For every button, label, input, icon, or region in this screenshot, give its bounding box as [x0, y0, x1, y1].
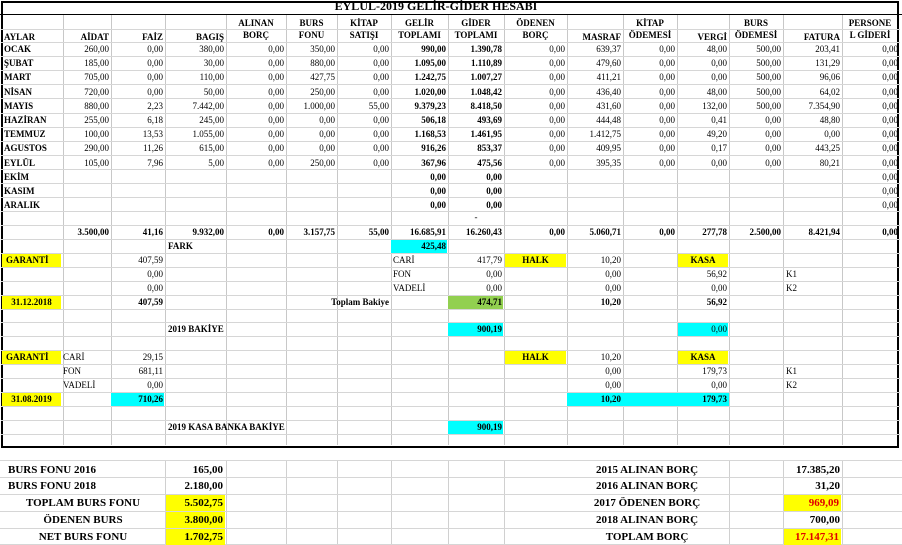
- toplam-bakiye-value: 474,71: [448, 296, 503, 309]
- cell-gelir: 0,00: [430, 200, 446, 211]
- cell-faiz: 11,26: [143, 143, 163, 154]
- cell-bagis: 615,00: [199, 143, 224, 154]
- cell-bagis: 1.055,00: [192, 129, 224, 140]
- cell-aidat: 185,00: [84, 58, 109, 69]
- cell-fatura: 48,80: [819, 115, 840, 125]
- grid-row-line: [1, 406, 900, 407]
- cell-bursod: 0,00: [765, 157, 781, 168]
- total-vergi: 277,78: [702, 227, 727, 237]
- cell-bursod: 500,00: [756, 100, 781, 111]
- cell-bursod: 500,00: [756, 58, 781, 69]
- grid-line: [504, 460, 505, 545]
- kasa-2019-label: KASA: [678, 351, 728, 364]
- cell-bagis: 245,00: [199, 115, 224, 125]
- cell-gelir: 1.168,53: [414, 129, 446, 140]
- cell-vergi: 0,17: [711, 143, 727, 154]
- cell-gider: 1.048,42: [470, 86, 502, 97]
- cell-odenen: 0,00: [549, 100, 565, 111]
- cell-kitap: 55,00: [368, 100, 389, 111]
- title-divider: [0, 14, 902, 15]
- total-faiz: 41,16: [142, 227, 163, 237]
- month-label: EYLÜL: [4, 157, 36, 168]
- cell-vergi: 0,00: [711, 58, 727, 69]
- toplam-burs-fonu-value: 5.502,75: [166, 495, 225, 511]
- borc-2017-value: 969,09: [784, 495, 841, 511]
- cell-personel: 0,00: [882, 44, 898, 54]
- cell-burs: 427,75: [310, 72, 335, 83]
- grid-row-line: [1, 239, 900, 240]
- cell-aidat: 100,00: [84, 129, 109, 140]
- cell-vergi: 0,00: [711, 72, 727, 83]
- header-gelir: GELİR: [404, 18, 434, 28]
- halk-2018-value-1: 10,20: [600, 255, 621, 265]
- cell-faiz: 0,00: [147, 58, 163, 69]
- cell-kitapod: 0,00: [659, 44, 675, 54]
- cell-fatura: 96,06: [819, 72, 840, 83]
- header-gider-2: TOPLAMI: [454, 30, 498, 40]
- k1-2019-label: K1: [786, 366, 797, 376]
- cell-burs: 250,00: [310, 157, 335, 168]
- odenen-burs-label: ÖDENEN BURS: [43, 514, 123, 526]
- total-kitap: 55,00: [368, 227, 389, 237]
- total-gider: 16.260,43: [466, 227, 502, 237]
- odenen-burs-value: 3.800,00: [166, 512, 225, 528]
- cell-personel: 0,00: [882, 143, 898, 154]
- toplam-burs-fonu-label: TOPLAM BURS FONU: [25, 497, 141, 509]
- cell-odenen: 0,00: [549, 157, 565, 168]
- cell-alinan: 0,00: [268, 157, 284, 168]
- kasa-2019-total: 179,73: [623, 393, 729, 406]
- cell-fatura: 64,02: [819, 86, 840, 97]
- grid-line: [448, 460, 449, 545]
- cell-odenen: 0,00: [549, 44, 565, 54]
- month-label: OCAK: [4, 44, 31, 54]
- cari-2018-label: CARİ: [393, 255, 415, 265]
- cell-masraf: 444,48: [596, 115, 621, 125]
- fon-2018-value: 0,00: [486, 269, 502, 279]
- cell-faiz: 0,00: [147, 86, 163, 97]
- cell-burs: 1.000,00: [303, 100, 335, 111]
- cell-gider: 8.418,50: [470, 100, 502, 111]
- cell-aidat: 255,00: [84, 115, 109, 125]
- cell-alinan: 0,00: [268, 58, 284, 69]
- halk-2018-label: HALK: [505, 254, 566, 267]
- cell-odenen: 0,00: [549, 143, 565, 154]
- header-odenen: ÖDENEN: [516, 18, 555, 28]
- total-aidat: 3.500,00: [77, 227, 109, 237]
- dash-mark: -: [474, 212, 478, 222]
- grid-line: [337, 460, 338, 545]
- cell-gelir: 916,26: [421, 143, 446, 154]
- kasabanka-value: 900,19: [448, 421, 503, 434]
- total-odenen: 0,00: [549, 227, 565, 237]
- cell-burs: 0,00: [319, 115, 335, 125]
- header-gelir-2: TOPLAMI: [398, 30, 441, 40]
- cell-personel: 0,00: [882, 200, 898, 211]
- cell-odenen: 0,00: [549, 86, 565, 97]
- halk-2018-value-3: 0,00: [605, 283, 621, 293]
- toplam-bakiye-label: Toplam Bakiye: [331, 297, 389, 307]
- garanti-2018-value-1: 407,59: [138, 255, 163, 265]
- cell-burs: 0,00: [319, 143, 335, 154]
- cell-kitap: 0,00: [373, 72, 389, 83]
- total-fatura: 8.421,94: [808, 227, 840, 237]
- garanti-2018-value-2: 0,00: [147, 269, 163, 279]
- cell-odenen: 0,00: [549, 115, 565, 125]
- cell-kitap: 0,00: [373, 129, 389, 140]
- k2-2018-label: K2: [786, 283, 797, 293]
- header-kitap-2: SATIŞI: [349, 30, 379, 40]
- cell-aidat: 880,00: [84, 100, 109, 111]
- kasabanka-label: 2019 KASA BANKA BAKİYE: [168, 422, 285, 432]
- halk-2019-total: 10,20: [567, 393, 623, 406]
- total-kitapod: 0,00: [659, 227, 675, 237]
- month-label: KASIM: [4, 186, 35, 196]
- cell-fatura: 0,00: [824, 129, 840, 140]
- cell-masraf: 479,60: [596, 58, 621, 69]
- cell-kitapod: 0,00: [659, 100, 675, 111]
- kasa-2018-label: KASA: [678, 254, 728, 267]
- month-label: MART: [4, 72, 32, 83]
- date-2019: 31.08.2019: [2, 393, 61, 406]
- month-label: NİSAN: [4, 86, 33, 97]
- report-title: EYLUL-2019 GELİR-GİDER HESABI: [334, 0, 538, 13]
- burs-fonu-2016-value: 165,00: [192, 464, 223, 476]
- header-gider: GİDER: [461, 18, 491, 28]
- total-personel: 0,00: [882, 227, 898, 237]
- cell-fatura: 131,29: [815, 58, 840, 69]
- cell-masraf: 409,95: [596, 143, 621, 154]
- month-label: TEMMUZ: [4, 129, 46, 140]
- total-bursod: 2.500,00: [749, 227, 781, 237]
- cell-faiz: 2,23: [147, 100, 163, 111]
- header-bagis: BAGIŞ: [195, 32, 224, 42]
- cell-kitap: 0,00: [373, 44, 389, 54]
- header-burs-2: FONU: [298, 30, 325, 40]
- month-label: MAYIS: [4, 100, 34, 111]
- fark-value: 425,48: [391, 240, 447, 253]
- borc-2015-label: 2015 ALINAN BORÇ: [595, 464, 699, 476]
- cell-personel: 0,00: [882, 115, 898, 125]
- kasa-2019-value-2: 0,00: [711, 380, 727, 390]
- cell-faiz: 7,96: [147, 157, 163, 168]
- fon-2018-label: FON: [393, 269, 412, 279]
- total-masraf: 5.060,71: [589, 227, 621, 237]
- cell-bursod: 500,00: [756, 72, 781, 83]
- grid-line: [226, 460, 227, 545]
- header-kitap-odemesi: KİTAP: [636, 18, 664, 28]
- cell-kitapod: 0,00: [659, 129, 675, 140]
- header-burs: BURS: [299, 18, 324, 28]
- cell-vergi: 132,00: [702, 100, 727, 111]
- cell-kitap: 0,00: [373, 143, 389, 154]
- cell-personel: 0,00: [882, 86, 898, 97]
- cell-gelir: 1.020,00: [414, 86, 446, 97]
- header-aidat: AİDAT: [80, 32, 109, 42]
- grid-row-line: [1, 309, 900, 310]
- cell-kitap: 0,00: [373, 58, 389, 69]
- cell-bagis: 110,00: [199, 72, 224, 83]
- cell-bagis: 50,00: [203, 86, 224, 97]
- cell-alinan: 0,00: [268, 72, 284, 83]
- borc-2018-label: 2018 ALINAN BORÇ: [595, 514, 699, 526]
- cari-2019-label: CARİ: [63, 352, 85, 362]
- month-label: HAZİRAN: [4, 115, 47, 125]
- cell-bursod: 0,00: [765, 129, 781, 140]
- net-burs-fonu-value: 1.702,75: [166, 529, 225, 545]
- grid-row-line: [1, 336, 900, 337]
- cell-gelir: 367,96: [421, 157, 446, 168]
- cell-personel: 0,00: [882, 129, 898, 140]
- burs-fonu-2018-label: BURS FONU 2018: [8, 480, 97, 492]
- vadeli-2018-label: VADELİ: [393, 283, 426, 293]
- cell-gelir: 0,00: [430, 186, 446, 196]
- cell-bagis: 30,00: [203, 58, 224, 69]
- cell-burs: 0,00: [319, 129, 335, 140]
- borc-2016-value: 31,20: [815, 480, 840, 492]
- header-fatura: FATURA: [803, 32, 840, 42]
- cell-kitapod: 0,00: [659, 115, 675, 125]
- cell-aidat: 290,00: [84, 143, 109, 154]
- cell-burs: 250,00: [310, 86, 335, 97]
- cell-kitap: 0,00: [373, 157, 389, 168]
- fon-2019-label: FON: [63, 366, 82, 376]
- cell-kitap: 0,00: [373, 86, 389, 97]
- cell-aidat: 105,00: [84, 157, 109, 168]
- cell-gelir: 506,18: [421, 115, 446, 125]
- cell-gider: 1.110,89: [470, 58, 502, 69]
- month-label: AGUSTOS: [4, 143, 47, 154]
- month-label: EKİM: [4, 171, 30, 182]
- header-faiz: FAİZ: [142, 32, 163, 42]
- cell-gider: 853,37: [477, 143, 502, 154]
- halk-2018-total: 10,20: [600, 297, 621, 307]
- bakiye-2019-label: 2019 BAKİYE: [168, 324, 224, 334]
- cell-gider: 1.390,78: [470, 44, 502, 54]
- halk-2019-value-3: 0,00: [605, 380, 621, 390]
- halk-2019-label: HALK: [505, 351, 566, 364]
- cell-faiz: 13,53: [142, 129, 163, 140]
- cell-gider: 493,69: [477, 115, 502, 125]
- cell-masraf: 436,40: [596, 86, 621, 97]
- cell-personel: 0,00: [882, 171, 898, 182]
- cari-2018-value: 417,79: [477, 255, 502, 265]
- k1-2018-label: K1: [786, 269, 797, 279]
- cell-gider: 475,56: [477, 157, 502, 168]
- cell-personel: 0,00: [882, 100, 898, 111]
- cell-gelir: 990,00: [421, 44, 446, 54]
- toplam-borc-value: 17.147,31: [784, 529, 841, 545]
- cell-personel: 0,00: [882, 58, 898, 69]
- total-bagis: 9.932,00: [192, 227, 224, 237]
- halk-2018-value-2: 0,00: [605, 269, 621, 279]
- grid-line: [391, 460, 392, 545]
- fark-label: FARK: [168, 241, 193, 251]
- header-kitap-odemesi-2: ÖDEMESİ: [628, 30, 672, 40]
- toplam-borc-label: TOPLAM BORÇ: [605, 531, 689, 543]
- garanti-2018-label: GARANTİ: [2, 254, 61, 267]
- kasa-2018-value-1: 56,92: [706, 269, 727, 279]
- total-burs: 3.157,75: [303, 227, 335, 237]
- cell-bursod: 500,00: [756, 86, 781, 97]
- cell-alinan: 0,00: [268, 44, 284, 54]
- cell-bursod: 0,00: [765, 115, 781, 125]
- cell-vergi: 0,41: [711, 115, 727, 125]
- month-label: ŞUBAT: [4, 58, 34, 69]
- cell-masraf: 431,60: [596, 100, 621, 111]
- cell-burs: 880,00: [310, 58, 335, 69]
- burs-fonu-2016-label: BURS FONU 2016: [8, 464, 97, 476]
- cell-masraf: 1.412,75: [589, 129, 621, 140]
- month-label: ARALIK: [4, 200, 41, 211]
- cell-kitap: 0,00: [373, 115, 389, 125]
- cell-masraf: 395,35: [596, 157, 621, 168]
- burs-fonu-2018-value: 2.180,00: [184, 480, 223, 492]
- header-kitap: KİTAP: [350, 18, 378, 28]
- header-alinan: ALINAN: [238, 18, 274, 28]
- grid-line: [729, 460, 730, 545]
- cell-fatura: 80,21: [819, 157, 840, 168]
- halk-2019-value-2: 0,00: [605, 366, 621, 376]
- vadeli-2018-value: 0,00: [486, 283, 502, 293]
- garanti-2018-total: 407,59: [138, 297, 163, 307]
- cell-fatura: 7.354,90: [808, 100, 840, 111]
- date-2018: 31.12.2018: [2, 296, 61, 309]
- k2-2019-label: K2: [786, 380, 797, 390]
- cell-odenen: 0,00: [549, 129, 565, 140]
- vadeli-2019-value: 0,00: [147, 380, 163, 390]
- garanti-2019-total: 710,26: [111, 393, 164, 406]
- cell-kitapod: 0,00: [659, 143, 675, 154]
- cell-kitapod: 0,00: [659, 86, 675, 97]
- cell-gider: 0,00: [486, 186, 502, 196]
- borc-2015-value: 17.385,20: [796, 464, 840, 476]
- cell-masraf: 639,37: [596, 44, 621, 54]
- cell-gider: 0,00: [486, 200, 502, 211]
- kasa-2018-value-2: 0,00: [711, 283, 727, 293]
- cell-gider: 1.461,95: [470, 129, 502, 140]
- cell-personel: 0,00: [882, 186, 898, 196]
- bakiye-2019-value: 900,19: [448, 323, 503, 336]
- cell-gelir: 9.379,23: [414, 100, 446, 111]
- cell-alinan: 0,00: [268, 115, 284, 125]
- cari-2019-value: 29,15: [142, 352, 163, 362]
- fon-2019-value: 681,11: [138, 366, 163, 376]
- garanti-2019-label: GARANTİ: [2, 351, 61, 364]
- cell-alinan: 0,00: [268, 143, 284, 154]
- cell-burs: 350,00: [310, 44, 335, 54]
- cell-bursod: 500,00: [756, 44, 781, 54]
- cell-gider: 1.007,27: [470, 72, 502, 83]
- cell-personel: 0,00: [882, 72, 898, 83]
- cell-fatura: 443,25: [815, 143, 840, 154]
- header-personel-2: L GİDERİ: [849, 30, 891, 40]
- total-alinan: 0,00: [268, 227, 284, 237]
- cell-bursod: 0,00: [765, 143, 781, 154]
- kasa-2019-value-1: 179,73: [702, 366, 727, 376]
- header-burs-odemesi: BURS: [743, 18, 768, 28]
- grid-row-line: [0, 460, 902, 461]
- cell-aidat: 720,00: [84, 86, 109, 97]
- kasa-2018-total: 56,92: [706, 297, 727, 307]
- cell-bagis: 7.442,00: [192, 100, 224, 111]
- header-vergi: VERGİ: [697, 32, 727, 42]
- vadeli-2019-label: VADELİ: [63, 380, 96, 390]
- cell-kitapod: 0,00: [659, 157, 675, 168]
- bakiye-2019-kasa: 0,00: [678, 323, 728, 336]
- header-aylar: AYLAR: [4, 32, 36, 42]
- cell-gelir: 0,00: [430, 171, 446, 182]
- total-gelir: 16.685,91: [410, 227, 446, 237]
- header-masraf: MASRAF: [582, 32, 621, 42]
- cell-odenen: 0,00: [549, 58, 565, 69]
- cell-vergi: 0,00: [711, 157, 727, 168]
- header-personel: PERSONE: [848, 18, 892, 28]
- garanti-2018-value-3: 0,00: [147, 283, 163, 293]
- cell-personel: 0,00: [882, 157, 898, 168]
- cell-aidat: 705,00: [84, 72, 109, 83]
- header-burs-odemesi-2: ÖDEMESİ: [734, 30, 778, 40]
- cell-bagis: 380,00: [199, 44, 224, 54]
- grid-line: [842, 460, 843, 545]
- cell-kitapod: 0,00: [659, 72, 675, 83]
- cell-gider: 0,00: [486, 171, 502, 182]
- grid-line: [286, 460, 287, 545]
- cell-vergi: 48,00: [706, 44, 727, 54]
- borc-2016-label: 2016 ALINAN BORÇ: [595, 480, 699, 492]
- cell-bagis: 5,00: [208, 157, 224, 168]
- cell-alinan: 0,00: [268, 100, 284, 111]
- borc-2018-value: 700,00: [809, 514, 840, 526]
- header-odenen-2: BORÇ: [522, 30, 549, 40]
- cell-masraf: 411,21: [596, 72, 621, 83]
- cell-gelir: 1.095,00: [414, 58, 446, 69]
- cell-gelir: 1.242,75: [414, 72, 446, 83]
- cell-kitapod: 0,00: [659, 58, 675, 69]
- cell-aidat: 260,00: [84, 44, 109, 54]
- cell-vergi: 48,00: [706, 86, 727, 97]
- net-burs-fonu-label: NET BURS FONU: [38, 531, 128, 543]
- header-alinan-2: BORÇ: [242, 30, 269, 40]
- cell-faiz: 0,00: [147, 72, 163, 83]
- cell-faiz: 6,18: [147, 115, 163, 125]
- borc-2017-label: 2017 ÖDENEN BORÇ: [593, 497, 701, 509]
- halk-2019-value-1: 10,20: [600, 352, 621, 362]
- cell-fatura: 203,41: [815, 44, 840, 54]
- cell-alinan: 0,00: [268, 86, 284, 97]
- cell-odenen: 0,00: [549, 72, 565, 83]
- grid-row-line: [1, 434, 900, 435]
- cell-alinan: 0,00: [268, 129, 284, 140]
- cell-faiz: 0,00: [147, 44, 163, 54]
- cell-vergi: 49,20: [706, 129, 727, 140]
